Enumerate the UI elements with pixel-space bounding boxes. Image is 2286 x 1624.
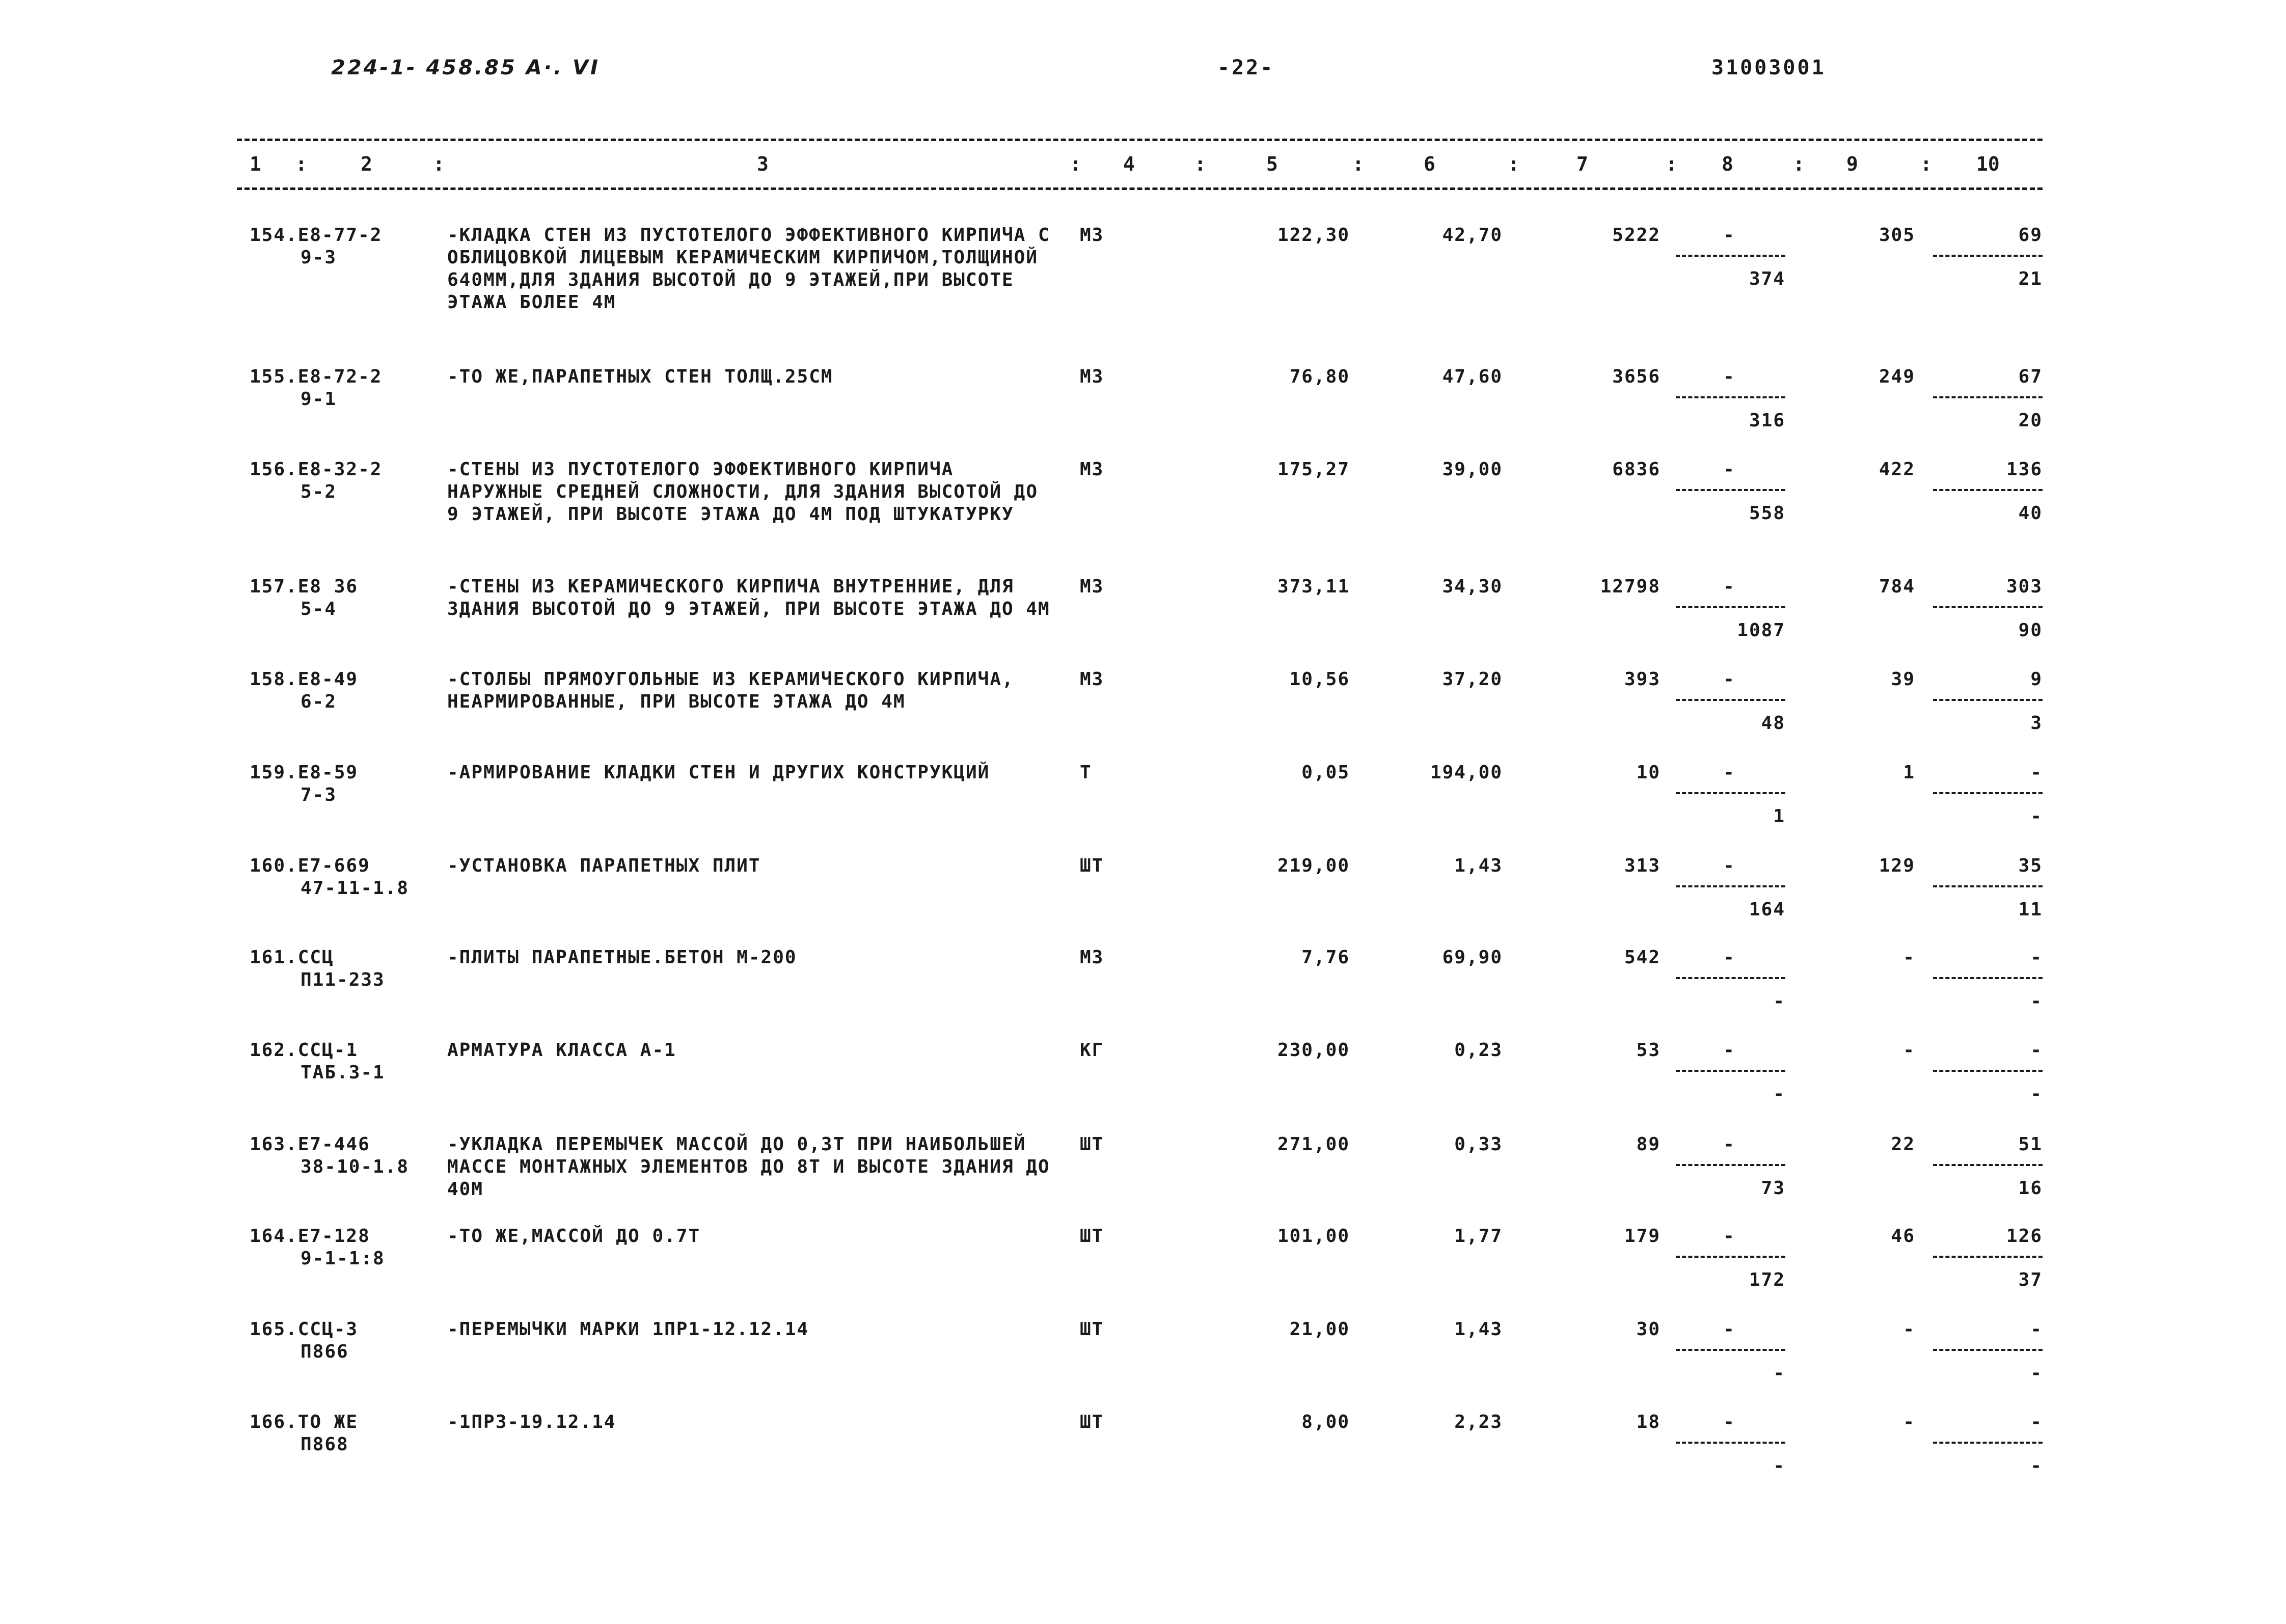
row-quantity: 7,76 xyxy=(1301,947,1350,968)
row-col9: - xyxy=(1903,1412,1915,1432)
row-col9: 305 xyxy=(1879,225,1915,246)
row-col8-fraction-line xyxy=(1676,792,1785,794)
table-row xyxy=(0,946,2286,1038)
row-col10-bottom: 90 xyxy=(2018,620,2043,641)
row-col9: - xyxy=(1903,1319,1915,1340)
row-col8-fraction-line xyxy=(1676,1256,1785,1258)
row-code-secondary: ТАБ.3-1 xyxy=(301,1062,385,1083)
row-col10-top: - xyxy=(2030,762,2043,783)
row-code-primary: 157.E8 36 xyxy=(250,576,359,597)
row-col10-fraction-line xyxy=(1933,1442,2043,1444)
row-col9: 784 xyxy=(1879,576,1915,597)
row-unit: КГ xyxy=(1080,1040,1104,1061)
table-row xyxy=(0,1411,2286,1503)
row-col10-top: 126 xyxy=(2006,1226,2043,1247)
row-quantity: 101,00 xyxy=(1277,1226,1350,1247)
row-total: 5222 xyxy=(1612,225,1661,246)
row-col8-bottom: - xyxy=(1773,1363,1785,1384)
row-total: 18 xyxy=(1636,1412,1661,1432)
row-code-secondary: 9-1-1:8 xyxy=(301,1248,385,1269)
row-code-secondary: 9-3 xyxy=(301,247,337,268)
row-col8-top: - xyxy=(1723,1412,1735,1432)
row-col8-bottom: 164 xyxy=(1749,899,1785,920)
row-unit-price: 2,23 xyxy=(1454,1412,1503,1432)
row-code-primary: 158.E8-49 xyxy=(250,669,359,690)
row-col10-bottom: - xyxy=(2030,806,2043,827)
row-description: -УКЛАДКА ПЕРЕМЫЧЕК МАССОЙ ДО 0,3Т ПРИ НАИБОЛЬШЕЙ МАССЕ МОНТАЖНЫХ ЭЛЕМЕНТОВ ДО 8Т И ВЫСОТЕ ЗДАНИЯ ДО 40М xyxy=(447,1134,1050,1200)
row-code-secondary: П11-233 xyxy=(301,969,385,990)
col-3-label: 3 xyxy=(757,153,769,175)
row-quantity: 21,00 xyxy=(1289,1319,1350,1340)
col-sep: : xyxy=(1194,153,1206,175)
row-col8-top: - xyxy=(1723,669,1735,690)
row-col8-bottom: 73 xyxy=(1761,1178,1785,1199)
row-col8-top: - xyxy=(1723,459,1735,480)
row-description: -УСТАНОВКА ПАРАПЕТНЫХ ПЛИТ xyxy=(447,855,761,876)
row-col8-fraction-line xyxy=(1676,1070,1785,1072)
row-code xyxy=(250,366,438,411)
row-code xyxy=(250,224,438,269)
row-col8-bottom: 558 xyxy=(1749,503,1785,524)
row-unit: М3 xyxy=(1080,459,1104,480)
row-unit-price: 39,00 xyxy=(1442,459,1503,480)
row-col10-bottom: 21 xyxy=(2018,268,2043,289)
row-col8-top: - xyxy=(1723,1319,1735,1340)
row-quantity: 230,00 xyxy=(1277,1040,1350,1061)
row-col10-top: 303 xyxy=(2006,576,2043,597)
row-col10-bottom: 37 xyxy=(2018,1269,2043,1290)
row-code-primary: 160.E7-669 xyxy=(250,855,370,876)
row-code-primary: 165.ССЦ-3 xyxy=(250,1319,359,1340)
row-col10-fraction-line xyxy=(1933,255,2043,257)
table-row xyxy=(0,576,2286,667)
row-description: -ПЛИТЫ ПАРАПЕТНЫЕ.БЕТОН М-200 xyxy=(447,947,797,968)
row-col8-top: - xyxy=(1723,225,1735,246)
row-unit-price: 69,90 xyxy=(1442,947,1503,968)
row-description: -СТОЛБЫ ПРЯМОУГОЛЬНЫЕ ИЗ КЕРАМИЧЕСКОГО КИРПИЧА, НЕАРМИРОВАННЫЕ, ПРИ ВЫСОТЕ ЭТАЖА ДО 4М xyxy=(447,669,1014,712)
row-unit: М3 xyxy=(1080,366,1104,387)
row-unit-price: 47,60 xyxy=(1442,366,1503,387)
col-10-label: 10 xyxy=(1976,153,2000,175)
row-description: -КЛАДКА СТЕН ИЗ ПУСТОТЕЛОГО ЭФФЕКТИВНОГО КИРПИЧА С ОБЛИЦОВКОЙ ЛИЦЕВЫМ КЕРАМИЧЕСКИМ КИРПИЧОМ,ТОЛЩИНОЙ 640ММ,ДЛЯ ЗДАНИЯ ВЫСОТОЙ ДО 9 ЭТАЖЕЙ,ПРИ ВЫСОТЕ ЭТАЖА БОЛЕЕ 4М xyxy=(447,225,1050,313)
row-total: 53 xyxy=(1636,1040,1661,1061)
row-col10-bottom: 20 xyxy=(2018,410,2043,431)
col-1-label: 1 xyxy=(250,153,261,175)
row-unit: М3 xyxy=(1080,669,1104,690)
row-total: 12798 xyxy=(1600,576,1661,597)
col-4-label: 4 xyxy=(1123,153,1135,175)
row-description: -ТО ЖЕ,ПАРАПЕТНЫХ СТЕН ТОЛЩ.25СМ xyxy=(447,366,833,387)
row-col10-fraction-line xyxy=(1933,699,2043,701)
row-unit: М3 xyxy=(1080,225,1104,246)
row-unit-price: 0,33 xyxy=(1454,1134,1503,1155)
row-col10-fraction-line xyxy=(1933,1256,2043,1258)
row-col8-bottom: 48 xyxy=(1761,713,1785,734)
row-col8-fraction-line xyxy=(1676,1442,1785,1444)
row-unit-price: 42,70 xyxy=(1442,225,1503,246)
row-col10-bottom: 11 xyxy=(2018,899,2043,920)
row-total: 313 xyxy=(1624,855,1661,876)
row-col10-fraction-line xyxy=(1933,792,2043,794)
row-col10-top: 69 xyxy=(2018,225,2043,246)
row-col8-fraction-line xyxy=(1676,396,1785,398)
row-unit-price: 1,43 xyxy=(1454,855,1503,876)
row-quantity: 175,27 xyxy=(1277,459,1350,480)
row-unit: ШТ xyxy=(1080,1134,1104,1155)
row-code-primary: 156.E8-32-2 xyxy=(250,459,383,480)
row-col8-top: - xyxy=(1723,947,1735,968)
row-col8-bottom: 172 xyxy=(1749,1269,1785,1290)
row-col8-fraction-line xyxy=(1676,255,1785,257)
row-unit: Т xyxy=(1080,762,1092,783)
row-col10-bottom: 3 xyxy=(2030,713,2043,734)
row-quantity: 219,00 xyxy=(1277,855,1350,876)
row-col10-fraction-line xyxy=(1933,885,2043,887)
row-code-primary: 161.ССЦ xyxy=(250,947,334,968)
row-unit-price: 0,23 xyxy=(1454,1040,1503,1061)
table-row xyxy=(0,762,2286,853)
row-col8-bottom: - xyxy=(1773,1455,1785,1476)
row-col10-top: 136 xyxy=(2006,459,2043,480)
row-col9: 422 xyxy=(1879,459,1915,480)
row-code-primary: 155.E8-72-2 xyxy=(250,366,383,387)
row-quantity: 0,05 xyxy=(1301,762,1350,783)
row-description: -ПЕРЕМЫЧКИ МАРКИ 1ПР1-12.12.14 xyxy=(447,1319,809,1340)
row-col10-fraction-line xyxy=(1933,1349,2043,1351)
row-col10-bottom: - xyxy=(2030,1363,2043,1384)
row-code-secondary: 38-10-1.8 xyxy=(301,1156,410,1177)
col-5-label: 5 xyxy=(1266,153,1278,175)
row-code-primary: 154.E8-77-2 xyxy=(250,225,383,246)
row-code-secondary: 6-2 xyxy=(301,691,337,712)
row-total: 10 xyxy=(1636,762,1661,783)
document-code: 224-1- 458.85 A·. VI xyxy=(331,56,600,79)
row-code xyxy=(250,1411,438,1456)
row-col9: - xyxy=(1903,947,1915,968)
row-col8-bottom: 316 xyxy=(1749,410,1785,431)
row-code-primary: 164.E7-128 xyxy=(250,1226,370,1247)
row-code-primary: 162.ССЦ-1 xyxy=(250,1040,359,1061)
col-8-label: 8 xyxy=(1722,153,1733,175)
row-code xyxy=(250,458,438,503)
row-col10-top: 9 xyxy=(2030,669,2043,690)
row-col9: 39 xyxy=(1891,669,1915,690)
row-unit-price: 1,43 xyxy=(1454,1319,1503,1340)
row-col8-fraction-line xyxy=(1676,489,1785,491)
row-col8-fraction-line xyxy=(1676,606,1785,608)
row-total: 179 xyxy=(1624,1226,1661,1247)
row-code-secondary: 47-11-1.8 xyxy=(301,878,410,899)
row-col10-fraction-line xyxy=(1933,606,2043,608)
row-col8-top: - xyxy=(1723,762,1735,783)
row-description: -СТЕНЫ ИЗ КЕРАМИЧЕСКОГО КИРПИЧА ВНУТРЕННИЕ, ДЛЯ ЗДАНИЯ ВЫСОТОЙ ДО 9 ЭТАЖЕЙ, ПРИ ВЫСОТЕ ЭТАЖА ДО 4М xyxy=(447,576,1050,619)
row-col8-top: - xyxy=(1723,366,1735,387)
row-description: -1ПР3-19.12.14 xyxy=(447,1412,616,1432)
col-sep: : xyxy=(295,153,307,175)
row-code xyxy=(250,1039,438,1084)
row-col9: - xyxy=(1903,1040,1915,1061)
row-total: 3656 xyxy=(1612,366,1661,387)
row-col8-bottom: 1 xyxy=(1773,806,1785,827)
col-sep: : xyxy=(433,153,445,175)
row-col8-fraction-line xyxy=(1676,1349,1785,1351)
row-col8-fraction-line xyxy=(1676,1164,1785,1166)
row-col10-top: 51 xyxy=(2018,1134,2043,1155)
row-code xyxy=(250,1225,438,1270)
row-col9: 22 xyxy=(1891,1134,1915,1155)
row-unit-price: 34,30 xyxy=(1442,576,1503,597)
row-code-primary: 163.E7-446 xyxy=(250,1134,370,1155)
row-col10-fraction-line xyxy=(1933,489,2043,491)
row-col8-top: - xyxy=(1723,855,1735,876)
row-col8-bottom: 1087 xyxy=(1737,620,1785,641)
row-unit: ШТ xyxy=(1080,1319,1104,1340)
row-col10-top: - xyxy=(2030,1040,2043,1061)
row-unit: М3 xyxy=(1080,576,1104,597)
row-total: 30 xyxy=(1636,1319,1661,1340)
row-quantity: 373,11 xyxy=(1277,576,1350,597)
col-sep: : xyxy=(1920,153,1932,175)
col-sep: : xyxy=(1352,153,1364,175)
col-sep: : xyxy=(1666,153,1677,175)
row-code-secondary: 9-1 xyxy=(301,389,337,410)
row-col10-top: - xyxy=(2030,1412,2043,1432)
row-quantity: 271,00 xyxy=(1277,1134,1350,1155)
row-quantity: 76,80 xyxy=(1289,366,1350,387)
table-row xyxy=(0,458,2286,550)
row-col9: 129 xyxy=(1879,855,1915,876)
col-7-label: 7 xyxy=(1576,153,1588,175)
table-row xyxy=(0,668,2286,760)
row-unit-price: 37,20 xyxy=(1442,669,1503,690)
row-unit: ШТ xyxy=(1080,855,1104,876)
row-code xyxy=(250,855,438,900)
row-description: -СТЕНЫ ИЗ ПУСТОТЕЛОГО ЭФФЕКТИВНОГО КИРПИЧА НАРУЖНЫЕ СРЕДНЕЙ СЛОЖНОСТИ, ДЛЯ ЗДАНИЯ ВЫСОТОЙ ДО 9 ЭТАЖЕЙ, ПРИ ВЫСОТЕ ЭТАЖА ДО 4М ПОД ШТУКАТУРКУ xyxy=(447,459,1039,525)
row-unit-price: 1,77 xyxy=(1454,1226,1503,1247)
row-col9: 46 xyxy=(1891,1226,1915,1247)
row-col10-fraction-line xyxy=(1933,1070,2043,1072)
row-col8-top: - xyxy=(1723,576,1735,597)
row-unit-price: 194,00 xyxy=(1430,762,1503,783)
row-col8-fraction-line xyxy=(1676,977,1785,979)
table-row xyxy=(0,1225,2286,1317)
page-number: -22- xyxy=(1217,56,1275,79)
row-col10-fraction-line xyxy=(1933,1164,2043,1166)
row-col10-top: - xyxy=(2030,1319,2043,1340)
row-unit: ШТ xyxy=(1080,1412,1104,1432)
row-code xyxy=(250,668,438,713)
row-col10-fraction-line xyxy=(1933,977,2043,979)
col-9-label: 9 xyxy=(1846,153,1858,175)
row-col9: 249 xyxy=(1879,366,1915,387)
row-code-primary: 159.E8-59 xyxy=(250,762,359,783)
row-description: -АРМИРОВАНИЕ КЛАДКИ СТЕН И ДРУГИХ КОНСТРУКЦИЙ xyxy=(447,762,990,783)
row-code-secondary: 7-3 xyxy=(301,784,337,805)
row-col10-top: 67 xyxy=(2018,366,2043,387)
row-total: 542 xyxy=(1624,947,1661,968)
row-col8-fraction-line xyxy=(1676,885,1785,887)
table-row xyxy=(0,1133,2286,1225)
row-col8-top: - xyxy=(1723,1226,1735,1247)
row-col8-top: - xyxy=(1723,1134,1735,1155)
col-2-label: 2 xyxy=(361,153,372,175)
row-col10-bottom: 40 xyxy=(2018,503,2043,524)
row-code xyxy=(250,762,438,806)
row-code-secondary: 5-4 xyxy=(301,599,337,619)
row-unit: ШТ xyxy=(1080,1226,1104,1247)
table-row xyxy=(0,1318,2286,1410)
row-description: АРМАТУРА КЛАССА А-1 xyxy=(447,1040,676,1061)
row-col10-bottom: - xyxy=(2030,1084,2043,1104)
row-code xyxy=(250,576,438,620)
table-row xyxy=(0,1039,2286,1131)
table-row xyxy=(0,366,2286,457)
col-6-label: 6 xyxy=(1424,153,1435,175)
col-sep: : xyxy=(1793,153,1805,175)
row-total: 89 xyxy=(1636,1134,1661,1155)
row-code-secondary: П866 xyxy=(301,1341,349,1362)
row-col8-top: - xyxy=(1723,1040,1735,1061)
row-code-secondary: 5-2 xyxy=(301,481,337,502)
col-sep: : xyxy=(1070,153,1081,175)
row-code xyxy=(250,946,438,991)
row-col8-bottom: - xyxy=(1773,1084,1785,1104)
table-row xyxy=(0,855,2286,946)
row-col10-bottom: - xyxy=(2030,1455,2043,1476)
table-row xyxy=(0,224,2286,316)
row-col10-top: - xyxy=(2030,947,2043,968)
row-total: 393 xyxy=(1624,669,1661,690)
row-quantity: 10,56 xyxy=(1289,669,1350,690)
row-total: 6836 xyxy=(1612,459,1661,480)
row-unit: М3 xyxy=(1080,947,1104,968)
row-code-primary: 166.ТО ЖЕ xyxy=(250,1412,359,1432)
row-col8-bottom: - xyxy=(1773,991,1785,1012)
row-col8-bottom: 374 xyxy=(1749,268,1785,289)
row-col10-bottom: - xyxy=(2030,991,2043,1012)
col-sep: : xyxy=(1508,153,1519,175)
document-number: 31003001 xyxy=(1711,56,1826,79)
row-col10-bottom: 16 xyxy=(2018,1178,2043,1199)
row-code-secondary: П868 xyxy=(301,1434,349,1455)
row-code xyxy=(250,1133,438,1178)
row-col10-top: 35 xyxy=(2018,855,2043,876)
row-col8-fraction-line xyxy=(1676,699,1785,701)
row-description: -ТО ЖЕ,МАССОЙ ДО 0.7Т xyxy=(447,1226,701,1247)
row-quantity: 122,30 xyxy=(1277,225,1350,246)
row-col9: 1 xyxy=(1903,762,1915,783)
row-quantity: 8,00 xyxy=(1301,1412,1350,1432)
row-col10-fraction-line xyxy=(1933,396,2043,398)
row-code xyxy=(250,1318,438,1363)
